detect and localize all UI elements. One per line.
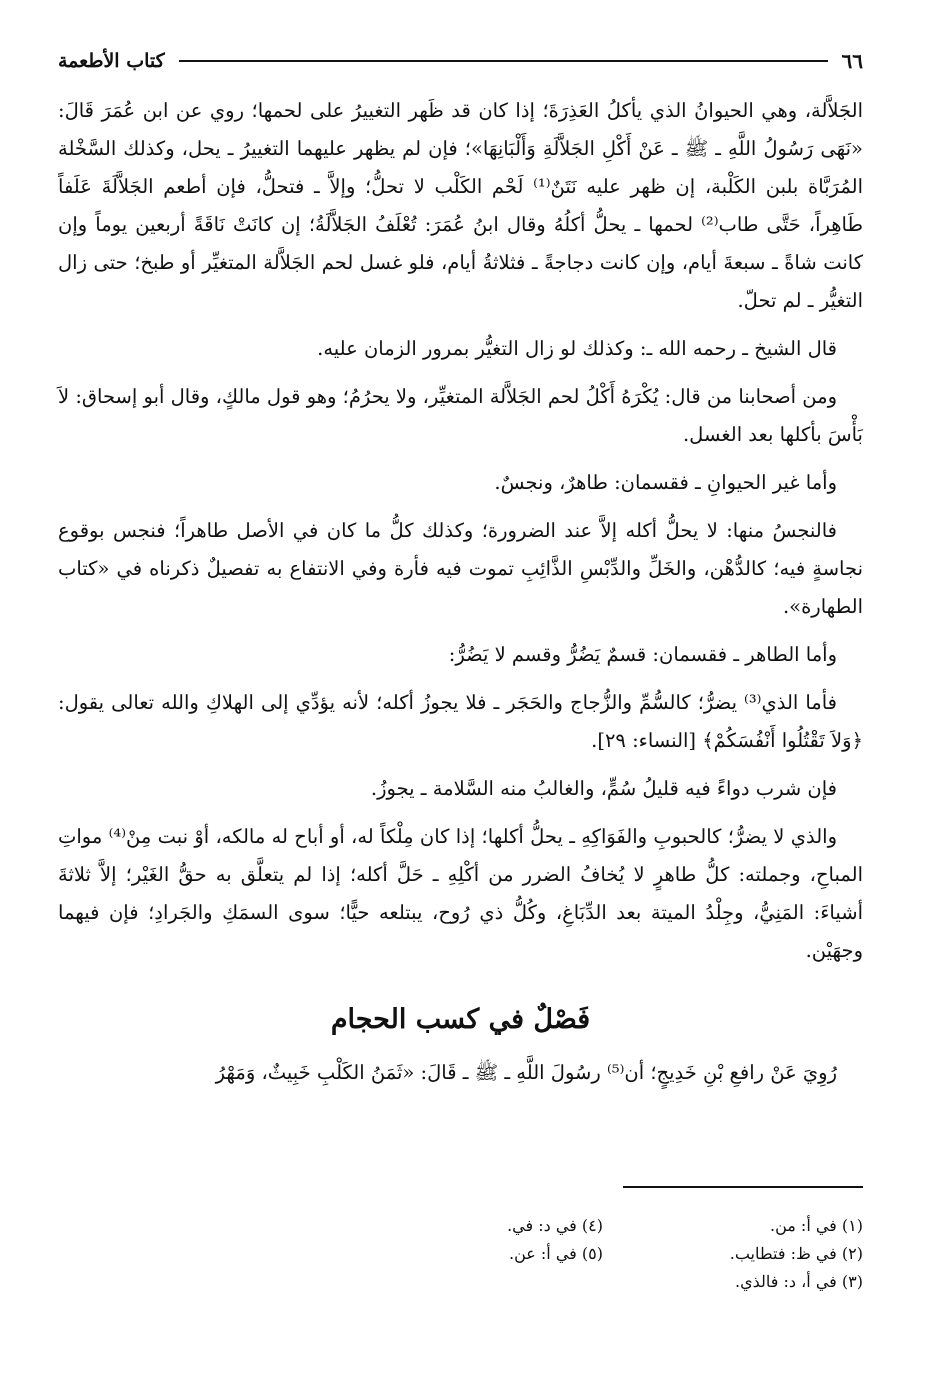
footnotes-left-column (343, 1212, 603, 1296)
running-title: كتاب الأطعمة (58, 50, 165, 72)
paragraph: فإن شرب دواءً فيه قليلُ سُمٍّ، والغالبُ منه السَّلامة ـ يجوزُ. (370, 777, 837, 800)
footnotes-right-column (603, 1212, 863, 1296)
header-rule (179, 60, 828, 62)
footnote-rule (623, 1186, 863, 1188)
footnote: (٤) في د: في. (507, 1216, 603, 1235)
paragraph: فالنجسُ منها: لا يحلُّ أكله إلاَّ عند الضرورة؛ وكذلك كلُّ ما كان في الأصل طاهراً؛ فنجس بوقوع نجاسةٍ فيه؛ كالدُّهْن، والخَلِّ والدِّبْسِ الذَّائِبِ تموت فيه فأرة وفي الانتفاع به تفصيلٌ ذكرناه في «كتاب الطهارة». (58, 519, 863, 618)
paragraph: الجَلاَّلة، وهي الحيوانُ الذي يأكلُ العَذِرَةَ؛ إذا كان قد ظَهر التغييرُ على لحمها؛ روي عن ابن عُمَرَ قَالَ: «نَهَى رَسُولُ اللَّهِ ـ ﷺ ـ عَنْ أَكْلِ الجَلاَّلَةِ وَأَلْبَانِهَا»؛ فإن لم يظهر عليهما التغييرُ ـ يحل، وكذلك السَّخْلة المُرَبَّاة بلبن الكَلْبة، إن ظهر عليه نَتَنٌ⁽¹⁾ لَحْم الكَلْب لا تحلُّ؛ وإلاَّ ـ فتحلُّ، فإن أطعم الجَلاَّلَةَ عَلَفاً طَاهِراً، حَتَّى طاب⁽²⁾ لحمها ـ يحلُّ أكلُهُ وقال ابنُ عُمَرَ: تُعْلَفُ الجَلاَّلَةُ؛ إن كانَتْ نَاقَةً أربعين يوماً وإن كانت شاةً ـ سبعةَ أيام، وإن كانت دجاجةً ـ فثلاثةُ أيام، فلو غسل لحم الجَلاَّلة المتغيِّر أو طبخ؛ حتى زال التغيُّر ـ لم تحلّ. (58, 99, 863, 312)
section-heading: فَصْلٌ في كسب الحجام (330, 1004, 591, 1035)
paragraph: وأما غير الحيوانِ ـ فقسمان: طاهرٌ، ونجسٌ. (494, 471, 837, 494)
paragraph: فأما الذي⁽³⁾ يضرُّ؛ كالسُّمِّ والزُّجاج والحَجَر ـ فلا يجوزُ أكله؛ لأنه يؤدِّي إلى الهلاكِ والله تعالى يقول: ﴿وَلاَ تَقْتُلُوا أَنْفُسَكُمْ﴾ [النساء: ٢٩]. (58, 691, 863, 752)
paragraph: وأما الطاهر ـ فقسمان: قسمٌ يَضُرُّ وقسم لا يَضُرُّ: (448, 643, 837, 666)
section-paragraph: رُوِيَ عَنْ رافعِ بْنِ خَدِيجٍ؛ أن⁽⁵⁾ رسُولَ اللَّهِ ـ ﷺ ـ قَالَ: «ثَمَنُ الكَلْبِ خَبِيثٌ، وَمَهْرُ (215, 1061, 837, 1084)
page-header (58, 44, 863, 78)
main-text (58, 92, 863, 1102)
paragraph: قال الشيخ ـ رحمه الله ـ: وكذلك لو زال التغيُّر بمرور الزمان عليه. (317, 337, 837, 360)
paragraph: والذي لا يضرُّ؛ كالحبوبِ والفَوَاكِهِ ـ يحلُّ أكلها؛ إذا كان مِلْكاً له، أو أباح له مالكه، أوْ نبت مِنْ⁽⁴⁾ مواتِ المباحِ، وجملته: كلُّ طاهرٍ لا يُخافُ الضرر من أكْلِهِ ـ حَلَّ أكله؛ إذا لم يتعلَّق به حقُّ الغَيْر؛ إلاَّ ثلاثةَ أشياءَ: المَنِيُّ، وجِلْدُ الميتة بعد الدِّبَاغِ، وكُلُّ ذي رُوح، يبتلعه حيًّا؛ سوى السمَكِ والجَرادِ؛ فإن فيهما وجهَيْن. (58, 825, 863, 962)
paragraph: ومن أصحابنا من قال: يُكْرَهُ أَكْلُ لحم الجَلاَّلة المتغيِّر، ولا يحرُمُ؛ وهو قول مالكٍ، وقال أبو إسحاق: لاَ بَأْسَ بأكلها بعد الغسل. (58, 385, 863, 446)
page-number: ٦٦ (841, 49, 863, 73)
footnote: (٥) في أ: عن. (509, 1244, 603, 1263)
footnote: (٣) في أ، د: فالذي. (735, 1272, 863, 1291)
footnote: (٢) في ظ: فتطايب. (729, 1244, 863, 1263)
footnotes (343, 1212, 863, 1296)
footnote: (١) في أ: من. (770, 1216, 863, 1235)
